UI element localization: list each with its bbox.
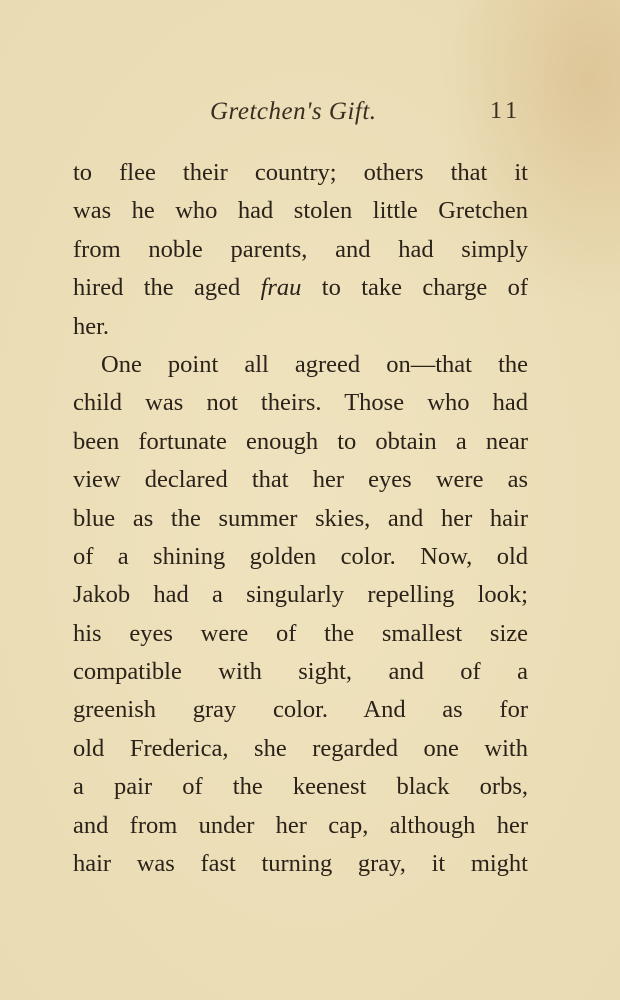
- page-header: [0, 98, 620, 132]
- text-run: to take charge of: [301, 274, 528, 302]
- text-line: of a shining golden color. Now, old: [73, 542, 528, 570]
- italic-word: frau: [260, 274, 302, 302]
- text-line: to flee their country; others that it: [73, 159, 528, 186]
- text-line: [73, 269, 528, 307]
- body-text: [73, 154, 528, 883]
- text-line: hair was fast turning gray, it might: [73, 850, 528, 878]
- text-line: and from under her cap, although her: [73, 811, 528, 839]
- text-run: hired the aged: [73, 274, 261, 302]
- text-line: One point all agreed on—that the: [101, 350, 528, 378]
- running-title: Gretchen's Gift.: [210, 98, 377, 125]
- text-line: child was not theirs. Those who had: [73, 389, 528, 417]
- text-line: blue as the summer skies, and her hair: [73, 504, 528, 532]
- text-line: been fortunate enough to obtain a near: [73, 427, 528, 455]
- text-line: Jakob had a singularly repelling look;: [73, 581, 528, 609]
- text-line: a pair of the keenest black orbs,: [73, 773, 528, 801]
- text-line: from noble parents, and had simply: [73, 235, 528, 263]
- text-line: was he who had stolen little Gretchen: [73, 197, 528, 225]
- text-line: her.: [73, 312, 110, 340]
- text-line: greenish gray color. And as for: [73, 696, 528, 724]
- text-line: his eyes were of the smallest size: [73, 619, 528, 647]
- text-line: old Frederica, she regarded one with: [73, 734, 528, 762]
- text-line: view declared that her eyes were as: [73, 466, 528, 494]
- page-number: 11: [490, 98, 522, 124]
- text-line: compatible with sight, and of a: [73, 658, 528, 686]
